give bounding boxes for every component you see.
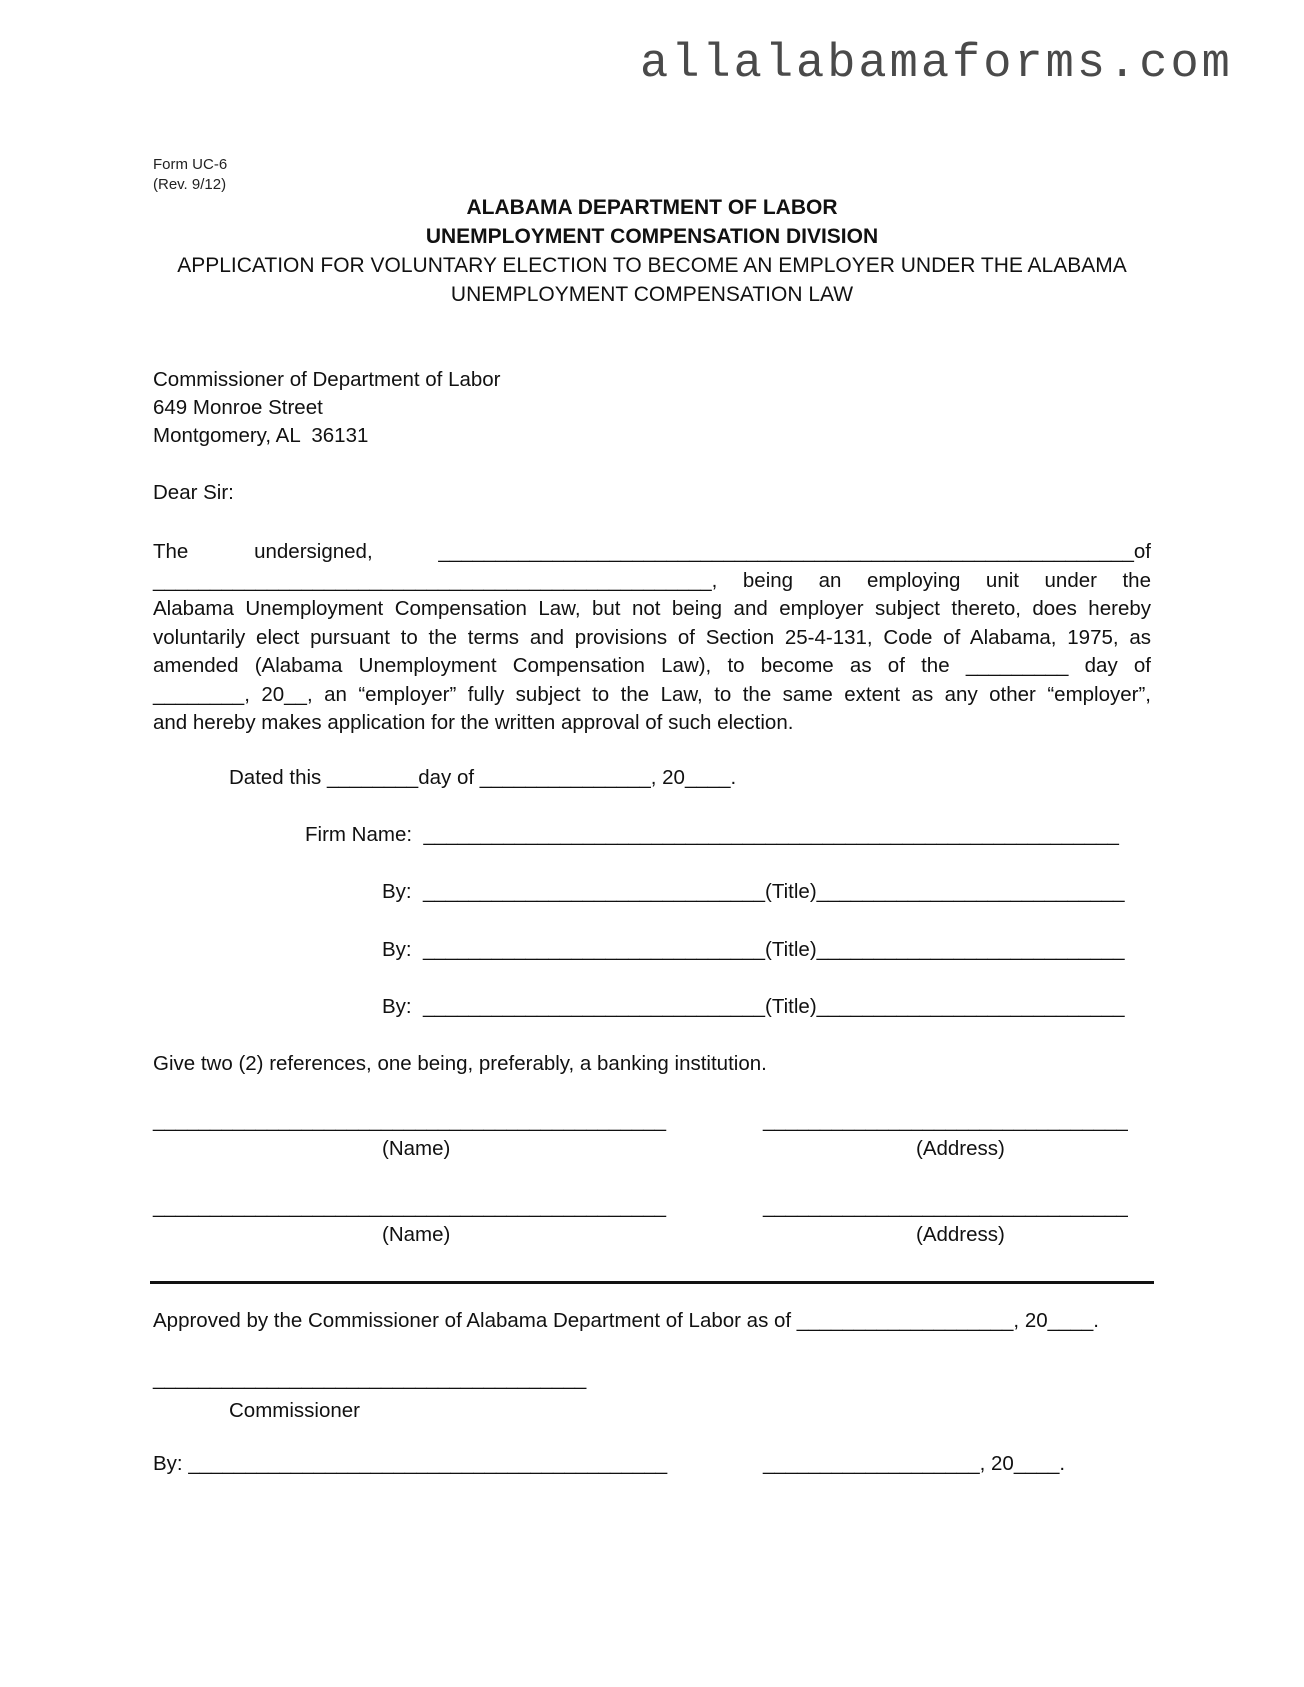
paragraph-line: Alabama Unemployment Compensation Law, but not being and employer subject thereto, does hereby bbox=[153, 597, 1151, 620]
approval-date-line[interactable]: ___________________, 20____. bbox=[763, 1452, 1066, 1475]
recipient-name: Commissioner of Department of Labor bbox=[153, 368, 501, 391]
reference-2-address-line[interactable]: ________________________________ bbox=[763, 1195, 1128, 1218]
approval-statement[interactable]: Approved by the Commissioner of Alabama Department of Labor as of ___________________, 20____. bbox=[153, 1309, 1099, 1332]
paragraph-line: voluntarily elect pursuant to the terms and provisions of Section 25-4-131, Code of Alabama, 1975, as bbox=[153, 625, 1151, 649]
reference-1-name-line[interactable]: _____________________________________________ bbox=[153, 1109, 667, 1132]
paragraph-line: and hereby makes application for the written approval of such election. bbox=[153, 711, 794, 734]
section-divider bbox=[150, 1281, 1154, 1284]
watermark: allalabamaforms.com bbox=[640, 38, 1233, 91]
firm-name-line[interactable]: Firm Name: _____________________________________________________________ bbox=[305, 823, 1119, 846]
reference-1-address-line[interactable]: ________________________________ bbox=[763, 1109, 1128, 1132]
form-title-line2: UNEMPLOYMENT COMPENSATION LAW bbox=[450, 283, 854, 306]
dated-line[interactable]: Dated this ________day of _______________, 20____. bbox=[229, 766, 737, 789]
salutation: Dear Sir: bbox=[153, 481, 234, 504]
commissioner-label: Commissioner bbox=[229, 1399, 360, 1422]
reference-2-name-line[interactable]: _____________________________________________ bbox=[153, 1195, 667, 1218]
signatory-line-3[interactable]: By: ______________________________(Title)___________________________ bbox=[382, 995, 1125, 1018]
recipient-street: 649 Monroe Street bbox=[153, 396, 323, 419]
recipient-city: Montgomery, AL 36131 bbox=[153, 424, 369, 447]
paragraph-line: ________, 20__, an “employer” fully subject to the Law, to the same extent as any other “employer”, bbox=[153, 682, 1151, 706]
form-number: Form UC-6 bbox=[153, 156, 228, 173]
reference-1-address-caption: (Address) bbox=[916, 1137, 1005, 1160]
reference-2-address-caption: (Address) bbox=[916, 1223, 1005, 1246]
form-revision: (Rev. 9/12) bbox=[153, 176, 227, 193]
paragraph-line: The undersigned, _____________________________________________________________of bbox=[153, 540, 1151, 563]
commissioner-signature-line[interactable]: ______________________________________ bbox=[153, 1367, 587, 1390]
paragraph-line: _________________________________________________, being an employing unit under the bbox=[153, 568, 1151, 592]
paragraph-line: amended (Alabama Unemployment Compensation Law), to become as of the _________ day of bbox=[153, 654, 1151, 677]
division-heading: UNEMPLOYMENT COMPENSATION DIVISION bbox=[425, 225, 879, 248]
approval-by-line[interactable]: By: __________________________________________ bbox=[153, 1452, 668, 1475]
signatory-line-2[interactable]: By: ______________________________(Title)___________________________ bbox=[382, 938, 1125, 961]
reference-2-name-caption: (Name) bbox=[382, 1223, 451, 1246]
signatory-line-1[interactable]: By: ______________________________(Title)___________________________ bbox=[382, 880, 1125, 903]
election-paragraph bbox=[153, 538, 1151, 738]
department-heading: ALABAMA DEPARTMENT OF LABOR bbox=[466, 196, 838, 219]
reference-1-name-caption: (Name) bbox=[382, 1137, 451, 1160]
references-instruction: Give two (2) references, one being, preferably, a banking institution. bbox=[153, 1052, 767, 1075]
form-title-line1: APPLICATION FOR VOLUNTARY ELECTION TO BECOME AN EMPLOYER UNDER THE ALABAMA bbox=[177, 254, 1127, 277]
